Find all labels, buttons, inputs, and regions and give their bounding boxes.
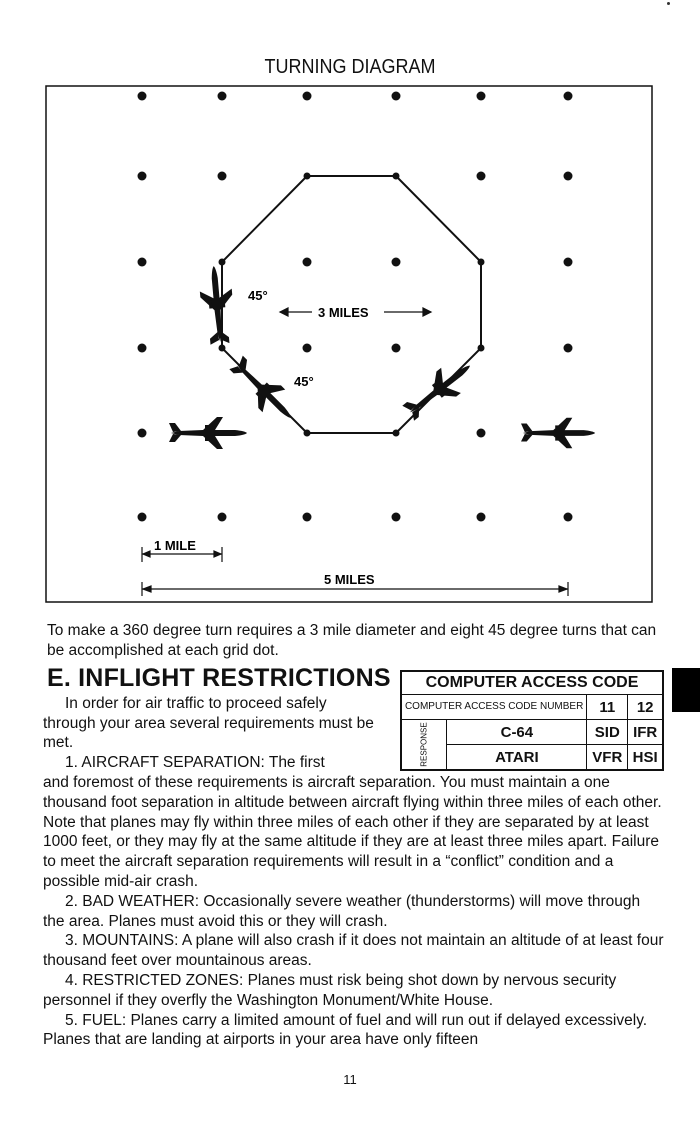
- paragraph-4: 4. RESTRICTED ZONES: Planes must risk being shot down by nervous security personnel if they overfly the Washington Monument/White House.: [43, 971, 617, 1009]
- row-value: IFR: [628, 720, 663, 745]
- row-value: HSI: [628, 745, 663, 771]
- plane-icon-turn-2: [198, 265, 237, 345]
- table-title: COMPUTER ACCESS CODE: [401, 671, 663, 695]
- paragraph-2: 2. BAD WEATHER: Occasionally severe weather (thunderstorms) will move through the area. Planes must avoid this or they will crash.: [43, 892, 641, 930]
- row-value: VFR: [587, 745, 628, 771]
- section-title: E. INFLIGHT RESTRICTIONS: [47, 664, 391, 692]
- paragraph-5: 5. FUEL: Planes carry a limited amount of fuel and will run out if delayed excessively. Planes that are landing at airports in your area have only fifteen: [43, 1011, 648, 1049]
- response-label: RESPONSE: [401, 720, 447, 771]
- diagram-caption: To make a 360 degree turn requires a 3 mile diameter and eight 45 degree turns that can be accomplished at each grid dot.: [47, 622, 657, 659]
- diagram-title: TURNING DIAGRAM: [264, 56, 436, 78]
- five-miles-label: 5 MILES: [324, 572, 375, 587]
- paragraph-3: 3. MOUNTAINS: A plane will also crash if it does not maintain an altitude of at least four thousand feet over mountainous areas.: [43, 932, 664, 970]
- turning-diagram: [44, 84, 656, 604]
- page-number: 11: [343, 1072, 357, 1087]
- paragraph-1-start: 1. AIRCRAFT SEPARATION: The first: [65, 753, 325, 771]
- angle-label-1: 45°: [248, 288, 268, 303]
- row-name: ATARI: [447, 745, 587, 771]
- plane-icon-right: [521, 418, 595, 448]
- computer-access-code-table: [400, 670, 664, 771]
- intro-paragraph: In order for air traffic to proceed safely through your area several requirements must be met.: [43, 695, 374, 751]
- row-value: SID: [587, 720, 628, 745]
- diagram-frame: [46, 86, 652, 602]
- col-a-header: 11: [587, 695, 628, 720]
- plane-icon-left: [169, 417, 247, 449]
- angle-label-2: 45°: [294, 374, 314, 389]
- col-b-header: 12: [628, 695, 663, 720]
- page-tab-marker: [672, 668, 700, 712]
- table-header-label: COMPUTER ACCESS CODE NUMBER: [401, 695, 587, 720]
- three-miles-label: 3 MILES: [318, 305, 369, 320]
- paragraph-1-rest: and foremost of these requirements is aircraft separation. You must maintain a one thousand foot separation in altitude between aircraft flying within three miles of each other. Note that planes may fly within three miles of each other if they are separated by at least 1000 feet, or they may fly at the same altitude if they are at least three miles apart. Failure to meet the aircraft separation requirements will result in a “conflict” condition and a possible mid-air crash.: [43, 774, 662, 890]
- plane-icon-turn-3: [399, 353, 480, 426]
- body-text: [43, 773, 665, 1050]
- intro-column: [43, 694, 383, 772]
- row-name: C-64: [447, 720, 587, 745]
- speck: [667, 2, 670, 5]
- one-mile-label: 1 MILE: [154, 538, 196, 553]
